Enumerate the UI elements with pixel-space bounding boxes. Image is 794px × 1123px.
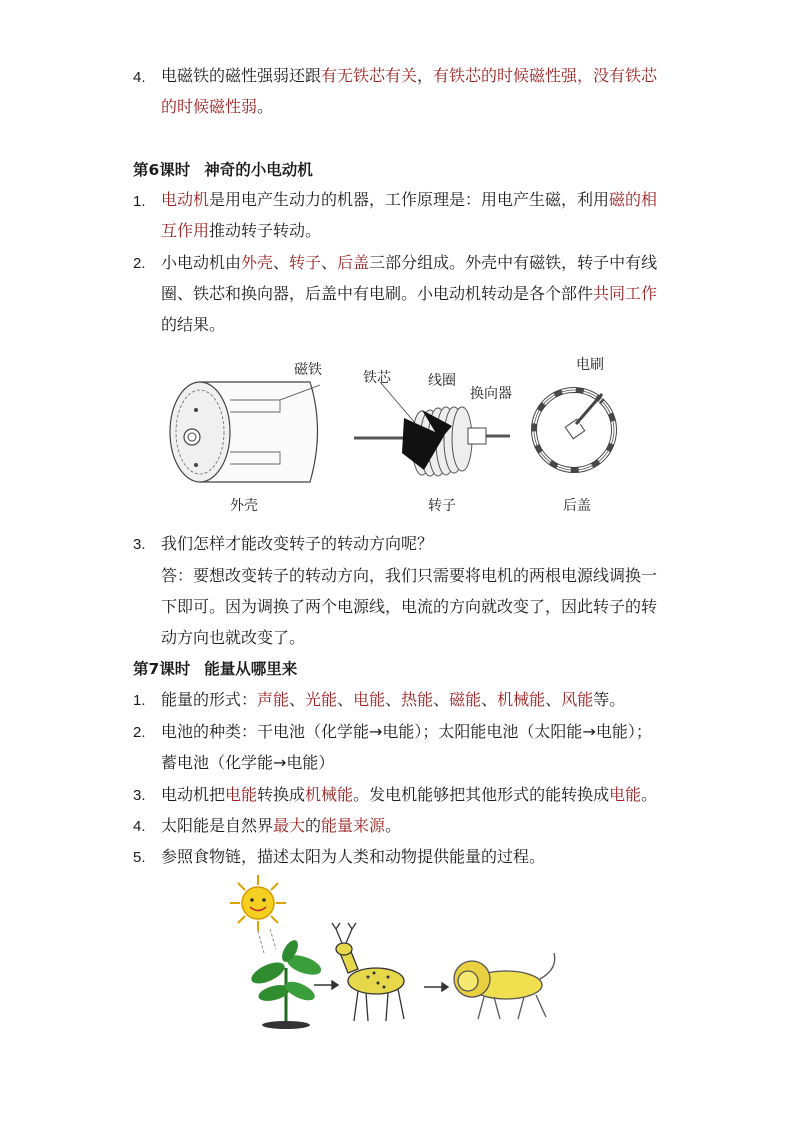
key-term: 最大 [273, 816, 306, 835]
text-run: 。 [641, 785, 658, 804]
lion-icon [454, 953, 555, 1019]
key-term: 后盖 [337, 253, 370, 272]
key-term: 磁能 [449, 690, 482, 709]
text-run: 的 [305, 816, 322, 835]
lesson-6-item-1-line-2 [161, 221, 321, 241]
text-run: 、 [385, 690, 402, 709]
key-term: 光能 [305, 690, 338, 709]
label-commutator: 换向器 [470, 386, 512, 402]
lesson-7-item-1-number: 1. [133, 692, 146, 709]
text-run: 三部分组成。外壳中有磁铁，转子中有线 [369, 253, 658, 272]
label-magnet: 磁铁 [294, 362, 322, 378]
answer-line-2: 下即可。因为调换了两个电源线，电流的方向就改变了，因此转子的转 [161, 597, 658, 616]
text-run: 、 [273, 253, 290, 272]
lesson-7-heading [133, 659, 297, 679]
item-4-line-2 [161, 97, 273, 117]
key-term: 有铁芯的时候磁性强，没有铁芯 [433, 66, 658, 85]
text-run: 能量的形式： [161, 690, 258, 709]
lesson-6-item-2-line-3 [161, 315, 225, 335]
text-run: 的结果。 [161, 315, 226, 334]
label-brush: 电刷 [576, 357, 604, 373]
text-run: 推动转子转动。 [209, 221, 322, 240]
lesson-6-item-2-line-2 [161, 284, 657, 304]
text-run: 太阳能是自然界 [161, 816, 274, 835]
text-run: ， [417, 66, 434, 85]
text-run: 小电动机由 [161, 253, 242, 272]
text-run: 。发电机能够把其他形式的能转换成 [353, 785, 610, 804]
text-run: 、 [321, 253, 338, 272]
key-term: 机械能 [305, 785, 354, 804]
text-run: 等。 [593, 690, 626, 709]
key-term: 转子 [289, 253, 322, 272]
text-run: 、 [545, 690, 562, 709]
lesson-6-item-2-line-1 [161, 253, 657, 273]
motor-rotor-illustration [352, 388, 512, 483]
lesson-7-item-1-line-1 [161, 690, 625, 710]
item-4-number: 4. [133, 69, 146, 86]
key-term: 共同工作 [593, 284, 658, 303]
key-term: 互作用 [161, 221, 210, 240]
key-term: 声能 [257, 690, 290, 709]
motor-shell-illustration [160, 370, 330, 495]
lesson-title: 能量从哪里来 [204, 660, 298, 678]
key-term: 热能 [401, 690, 434, 709]
lesson-6-item-3-number: 3. [133, 536, 146, 553]
text-run: 电磁铁的磁性强弱还跟 [161, 66, 322, 85]
answer-line-1: 答：要想改变转子的转动方向，我们只需要将电机的两根电源线调换一 [161, 566, 658, 585]
answer-line-3: 动方向也就改变了。 [161, 628, 306, 647]
deer-icon [332, 923, 404, 1021]
key-term: 磁的相 [609, 190, 658, 209]
key-term: 能量来源 [321, 816, 386, 835]
text-run: 、 [433, 690, 450, 709]
label-rotor: 转子 [428, 498, 456, 514]
key-term: 电能 [225, 785, 258, 804]
key-term: 电能 [353, 690, 386, 709]
lesson-7-item-2-number: 2. [133, 724, 146, 741]
lesson-6-heading [133, 160, 313, 180]
text-run: 是用电产生动力的机器，工作原理是：用电产生磁，利用 [209, 190, 610, 209]
label-coil: 线圈 [428, 373, 456, 389]
plant-icon [248, 938, 323, 1029]
label-shell: 外壳 [230, 498, 258, 514]
text-run: 、 [337, 690, 354, 709]
text-run: 电动机把 [161, 785, 226, 804]
lesson-7-item-4-number: 4. [133, 818, 146, 835]
key-term: 机械能 [497, 690, 546, 709]
lesson-label: 第6课时 [133, 161, 191, 179]
key-term: 风能 [561, 690, 594, 709]
lesson-title: 神奇的小电动机 [204, 161, 313, 179]
key-term: 电动机 [161, 190, 210, 209]
text-run: 圈、铁芯和换向器，后盖中有电刷。小电动机转动是各个部件 [161, 284, 594, 303]
lesson-7-item-3-number: 3. [133, 787, 146, 804]
label-core: 铁芯 [363, 370, 391, 386]
lesson-7-item-4-line-1 [161, 816, 401, 836]
lesson-7-item-5-number: 5. [133, 849, 146, 866]
text-run: 。 [257, 97, 274, 116]
lesson-label: 第7课时 [133, 660, 191, 678]
lesson-7-item-3-line-1 [161, 785, 657, 805]
key-term: 的时候磁性弱 [161, 97, 258, 116]
item-4-line-1 [161, 66, 657, 86]
key-term: 外壳 [241, 253, 274, 272]
lesson-7-item-2-line-2: 蓄电池（化学能→电能） [161, 753, 335, 772]
lesson-6-item-2-number: 2. [133, 255, 146, 272]
text-run: 、 [481, 690, 498, 709]
sun-icon [230, 875, 286, 931]
motor-back-cover-illustration [528, 372, 616, 484]
food-chain-illustration [228, 873, 568, 1028]
text-run: 、 [289, 690, 306, 709]
key-term: 电能 [609, 785, 642, 804]
text-run: 转换成 [257, 785, 306, 804]
key-term: 有无铁芯有关 [321, 66, 418, 85]
lesson-6-item-3-question: 我们怎样才能改变转子的转动方向呢？ [161, 534, 434, 553]
lesson-7-item-5-line-1: 参照食物链，描述太阳为人类和动物提供能量的过程。 [161, 847, 546, 866]
label-cover: 后盖 [563, 498, 591, 514]
lesson-6-item-1-number: 1. [133, 193, 146, 210]
text-run: 。 [385, 816, 402, 835]
lesson-6-item-1-line-1 [161, 190, 657, 210]
lesson-7-item-2-line-1: 电池的种类：干电池（化学能→电能）；太阳能电池（太阳能→电能）； [161, 722, 652, 741]
